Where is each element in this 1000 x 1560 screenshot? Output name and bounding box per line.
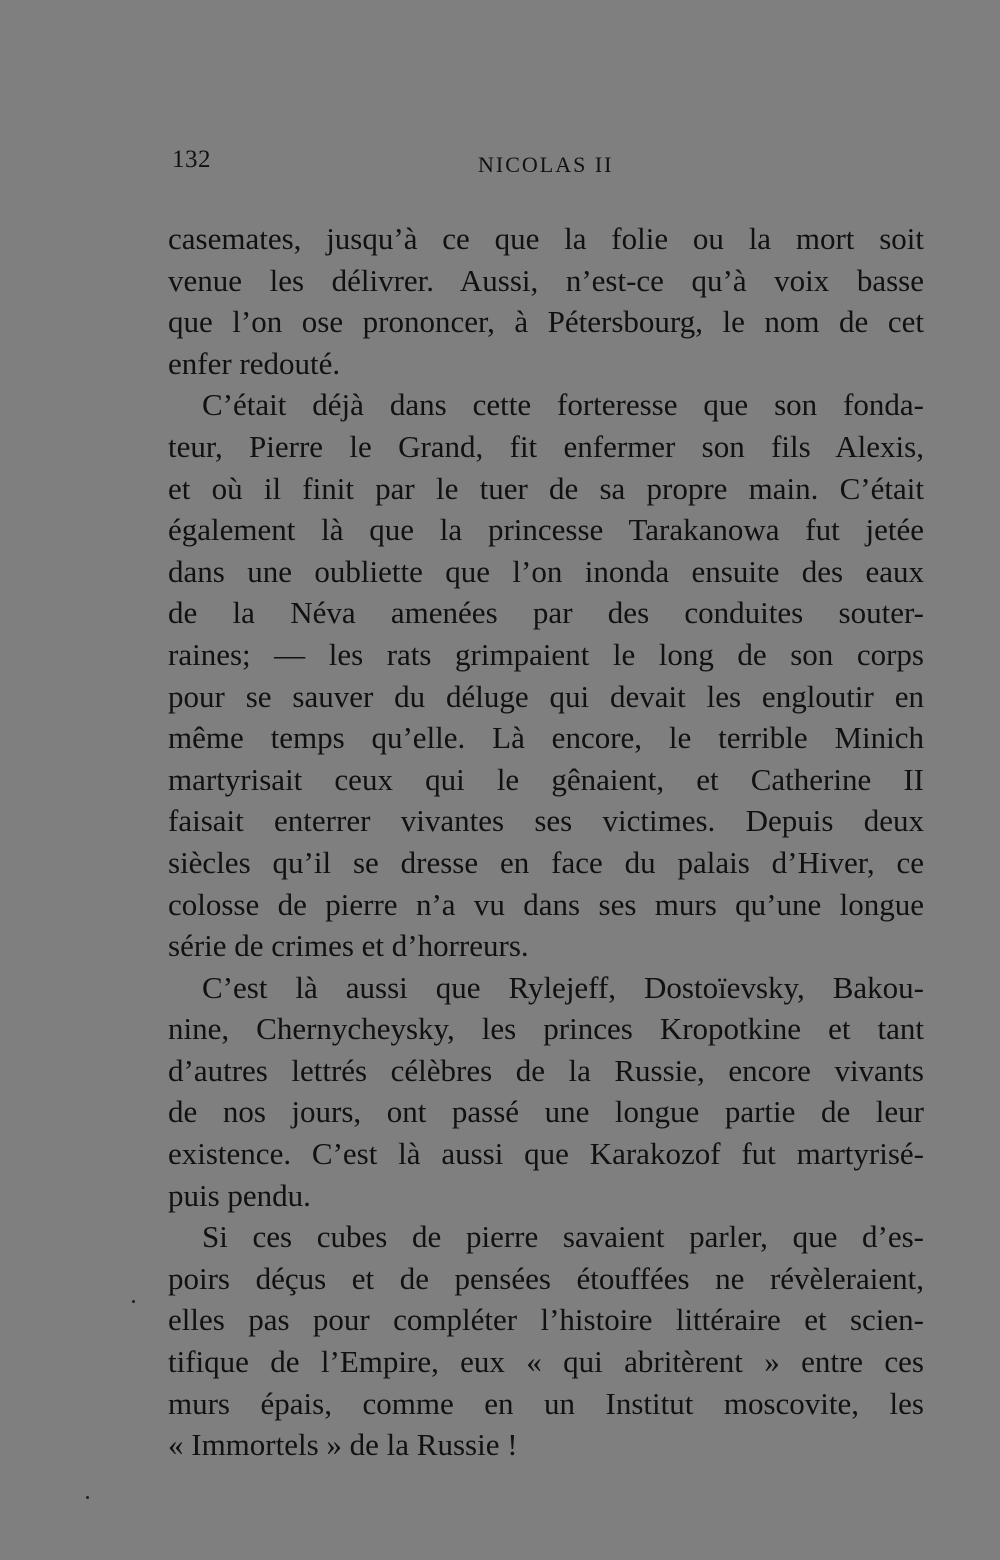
running-title: NICOLAS II xyxy=(478,152,614,177)
scan-speck xyxy=(132,1300,135,1303)
text-line: venue les délivrer. Aussi, n’est-ce qu’à voix basse xyxy=(168,262,924,298)
text-line: série de crimes et d’horreurs. xyxy=(168,928,529,964)
text-line: dans une oubliette que l’on inonda ensuite des eaux xyxy=(168,553,924,589)
text-line: poirs déçus et de pensées étouffées ne révèleraient, xyxy=(168,1260,924,1296)
text-line: de la Néva amenées par des conduites souter- xyxy=(168,595,924,631)
text-line: C’était déjà dans cette forteresse que son fonda- xyxy=(202,387,924,423)
text-line: martyrisait ceux qui le gênaient, et Catherine II xyxy=(168,761,924,797)
text-line: même temps qu’elle. Là encore, le terrible Minich xyxy=(168,720,924,756)
text-line: « Immortels » de la Russie ! xyxy=(168,1427,518,1463)
text-line: murs épais, comme en un Institut moscovite, les xyxy=(168,1385,924,1421)
text-line: colosse de pierre n’a vu dans ses murs qu’une longue xyxy=(168,886,924,922)
text-line: casemates, jusqu’à ce que la folie ou la mort soit xyxy=(168,221,924,256)
text-line: que l’on ose prononcer, à Pétersbourg, le nom de cet xyxy=(168,304,924,340)
text-line: faisait enterrer vivantes ses victimes. Depuis deux xyxy=(168,803,924,839)
text-line: et où il finit par le tuer de sa propre main. C’était xyxy=(168,470,924,506)
text-line: existence. C’est là aussi que Karakozof fut martyrisé- xyxy=(168,1136,924,1172)
scan-speck xyxy=(86,1496,89,1499)
text-line: C’est là aussi que Rylejeff, Dostoïevsky, Bakou- xyxy=(202,969,924,1005)
text-line: teur, Pierre le Grand, fit enfermer son fils Alexis, xyxy=(168,428,924,464)
text-line: elles pas pour compléter l’histoire littéraire et scien- xyxy=(168,1302,924,1338)
page-number: 132 xyxy=(172,146,211,173)
text-line: de nos jours, ont passé une longue partie de leur xyxy=(168,1094,924,1130)
text-line: raines; — les rats grimpaient le long de son corps xyxy=(168,636,924,672)
text-line: siècles qu’il se dresse en face du palais d’Hiver, ce xyxy=(168,844,924,880)
text-line: nine, Chernycheysky, les princes Kropotkine et tant xyxy=(168,1011,924,1047)
text-line: pour se sauver du déluge qui devait les engloutir en xyxy=(168,678,924,714)
text-line: puis pendu. xyxy=(168,1177,311,1213)
text-line: d’autres lettrés célèbres de la Russie, encore vivants xyxy=(168,1052,924,1088)
text-line: enfer redouté. xyxy=(168,345,341,381)
text-line: Si ces cubes de pierre savaient parler, que d’es- xyxy=(202,1219,924,1255)
text-line: également là que la princesse Tarakanowa fut jetée xyxy=(168,512,924,548)
body-text xyxy=(168,218,924,1466)
text-line: tifique de l’Empire, eux « qui abritèrent » entre ces xyxy=(168,1344,924,1380)
